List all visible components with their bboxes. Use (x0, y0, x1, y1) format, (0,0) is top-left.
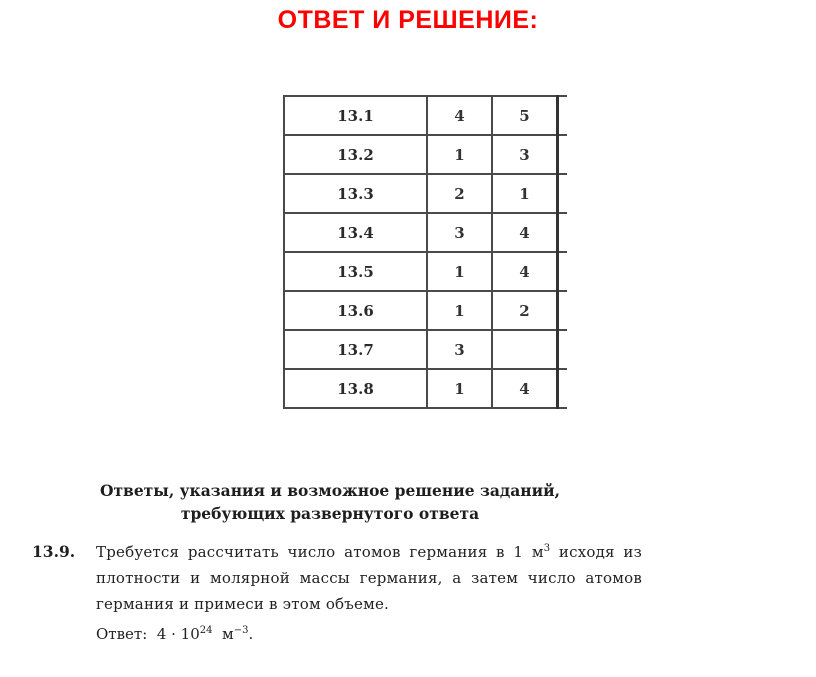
section-heading-line-1: Ответы, указания и возможное решение заданий, (99, 481, 561, 500)
answer-b-cell (492, 330, 558, 369)
task-block (32, 539, 642, 647)
answers-table (283, 95, 567, 409)
table-edge (558, 252, 568, 291)
table-row (284, 135, 567, 174)
answer-b-cell: 3 (492, 135, 558, 174)
section-heading-line-2: требующих развернутого ответа (180, 504, 480, 523)
answer-b-cell: 4 (492, 252, 558, 291)
task-number-cell: 13.6 (284, 291, 427, 330)
task-number-cell: 13.8 (284, 369, 427, 408)
table-edge (558, 291, 568, 330)
answer-a-cell: 3 (427, 213, 492, 252)
answer-b-cell: 2 (492, 291, 558, 330)
task-text-start: Требуется рассчитать число атомов германия в 1 м (96, 543, 544, 561)
table-edge (558, 369, 568, 408)
answer-b-cell: 1 (492, 174, 558, 213)
task-number-cell: 13.4 (284, 213, 427, 252)
answer-a-cell: 3 (427, 330, 492, 369)
task-number-cell: 13.1 (284, 96, 427, 135)
table-edge (558, 96, 568, 135)
answer-exponent: 24 (199, 625, 213, 636)
table-row (284, 252, 567, 291)
task-answer (96, 621, 642, 647)
table-row (284, 213, 567, 252)
table-row (284, 96, 567, 135)
task-text (96, 539, 642, 617)
task-text-end: исходя из плотности и молярной массы германия, а затем число атомов германия и примеси в этом объеме. (96, 543, 642, 613)
table-edge (558, 213, 568, 252)
answer-a-cell: 1 (427, 291, 492, 330)
table-row (284, 291, 567, 330)
table-row (284, 369, 567, 408)
answer-base: 4 · 10 (156, 625, 200, 643)
answer-a-cell: 1 (427, 252, 492, 291)
answer-label: Ответ: (96, 625, 148, 643)
answer-a-cell: 4 (427, 96, 492, 135)
task-number-cell: 13.3 (284, 174, 427, 213)
task-number-cell: 13.5 (284, 252, 427, 291)
table-row (284, 174, 567, 213)
answer-unit: м (222, 625, 234, 643)
answer-b-cell: 4 (492, 213, 558, 252)
task-text-exponent: 3 (543, 543, 551, 554)
task-number-cell: 13.7 (284, 330, 427, 369)
table-edge (558, 330, 568, 369)
page-title: ОТВЕТ И РЕШЕНИЕ: (277, 6, 539, 34)
section-heading (80, 479, 580, 525)
table-edge (558, 174, 568, 213)
task-number-cell: 13.2 (284, 135, 427, 174)
answer-b-cell: 5 (492, 96, 558, 135)
table-row (284, 330, 567, 369)
task-number: 13.9. (32, 542, 76, 561)
table-edge (558, 135, 568, 174)
answer-a-cell: 1 (427, 369, 492, 408)
answer-unit-exponent: −3 (233, 625, 249, 636)
answer-end: . (248, 625, 254, 643)
answer-a-cell: 2 (427, 174, 492, 213)
answer-b-cell: 4 (492, 369, 558, 408)
answer-a-cell: 1 (427, 135, 492, 174)
